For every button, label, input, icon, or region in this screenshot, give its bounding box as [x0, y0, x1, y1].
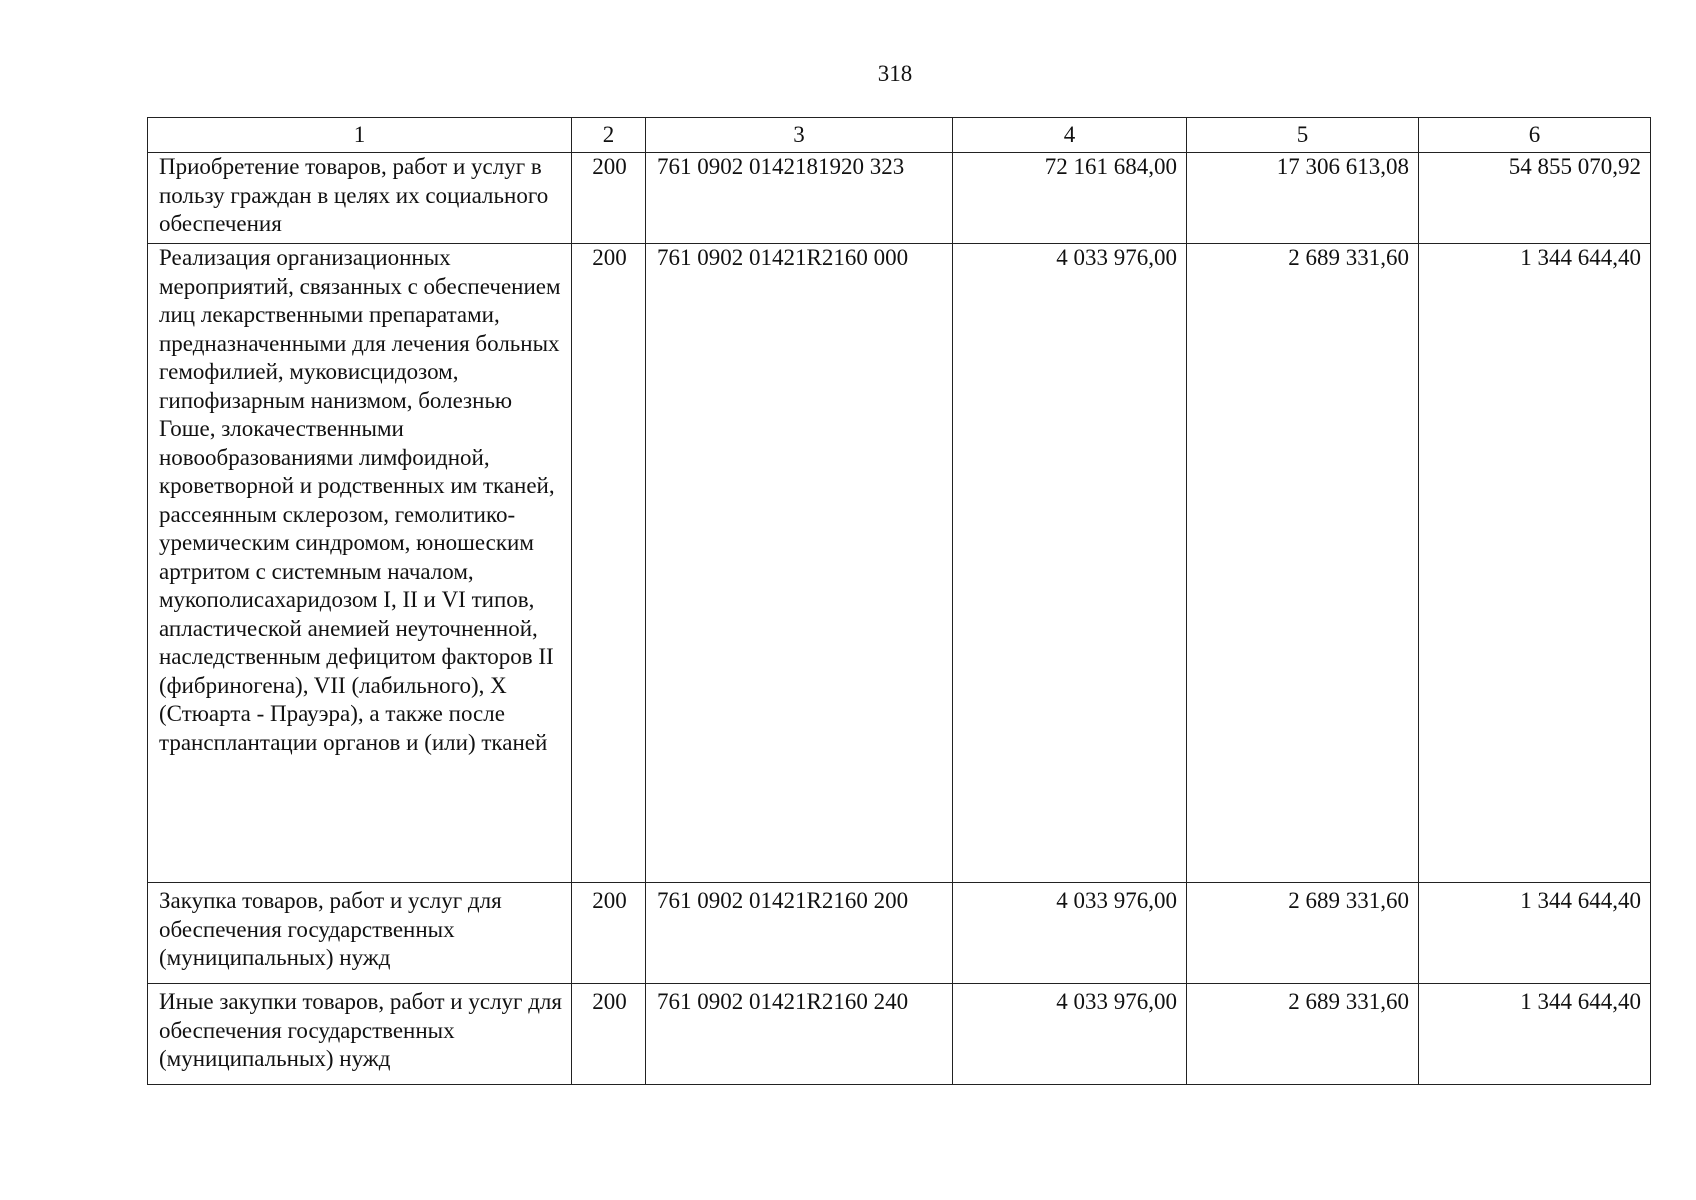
row-col2: 200: [572, 984, 646, 1085]
page-number: 318: [877, 61, 913, 86]
row-col6: 1 344 644,40: [1419, 984, 1651, 1085]
row-col5: 2 689 331,60: [1187, 883, 1419, 984]
budget-table: [147, 117, 1651, 1085]
row-code: 761 0902 0142181920 323: [646, 153, 953, 244]
row-name: Иные закупки товаров, работ и услуг для обеспечения государственных (муниципальных) нужд: [148, 984, 572, 1085]
table-row: [148, 984, 1651, 1085]
row-col6: 1 344 644,40: [1419, 244, 1651, 883]
row-col6: 54 855 070,92: [1419, 153, 1651, 244]
header-cell-4: 4: [953, 118, 1187, 153]
row-col2: 200: [572, 153, 646, 244]
row-name: Приобретение товаров, работ и услуг в пользу граждан в целях их социального обеспечения: [148, 153, 572, 244]
table-row: [148, 244, 1651, 883]
header-cell-3: 3: [646, 118, 953, 153]
row-col4: 72 161 684,00: [953, 153, 1187, 244]
header-cell-5: 5: [1187, 118, 1419, 153]
row-col5: 2 689 331,60: [1187, 244, 1419, 883]
row-col2: 200: [572, 244, 646, 883]
row-col4: 4 033 976,00: [953, 883, 1187, 984]
row-col2: 200: [572, 883, 646, 984]
table-row: [148, 883, 1651, 984]
row-code: 761 0902 01421R2160 200: [646, 883, 953, 984]
row-name: Закупка товаров, работ и услуг для обеспечения государственных (муниципальных) нужд: [148, 883, 572, 984]
row-col6: 1 344 644,40: [1419, 883, 1651, 984]
row-col5: 17 306 613,08: [1187, 153, 1419, 244]
row-col5: 2 689 331,60: [1187, 984, 1419, 1085]
header-row: [148, 118, 1651, 153]
row-col4: 4 033 976,00: [953, 244, 1187, 883]
row-code: 761 0902 01421R2160 240: [646, 984, 953, 1085]
table-row: [148, 153, 1651, 244]
row-name: Реализация организационных мероприятий, связанных с обеспечением лиц лекарственными препаратами, предназначенными для лечения больных гемофилией, муковисцидозом, гипофизарным нанизмом, болезнью Гоше, злокачественными новообразованиями лимфоидной, кроветворной и родственных им тканей, рассеянным склерозом, гемолитико-уремическим синдромом, юношеским артритом с системным началом, мукополисахаридозом I, II и VI типов, апластической анемией неуточненной, наследственным дефицитом факторов II (фибриногена), VII (лабильного), X (Стюарта - Прауэра), а также после трансплантации органов и (или) тканей: [148, 244, 572, 883]
row-code: 761 0902 01421R2160 000: [646, 244, 953, 883]
header-cell-1: 1: [148, 118, 572, 153]
header-cell-2: 2: [572, 118, 646, 153]
header-cell-6: 6: [1419, 118, 1651, 153]
row-col4: 4 033 976,00: [953, 984, 1187, 1085]
